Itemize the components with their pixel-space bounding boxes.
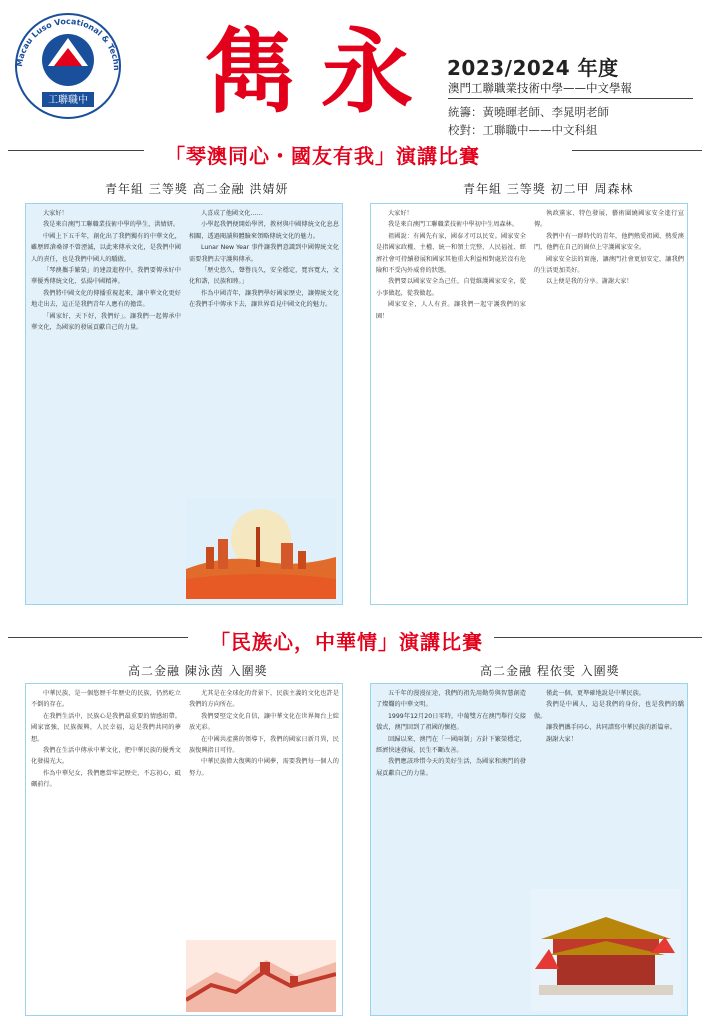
paragraph: 僅此一個，更準確地說是中華民族。 bbox=[546, 690, 645, 697]
forbidden-city-image bbox=[531, 889, 681, 1011]
paragraph: 人喜成了他國文化…… bbox=[201, 210, 263, 217]
paragraph: 我是來自澳門工聯職業技術中學的學生，洪婧妍。 bbox=[43, 221, 180, 229]
section1-left-col1 bbox=[26, 204, 186, 605]
section1-right-article bbox=[370, 203, 688, 605]
paragraph: 讓我們攜手同心，共同譜寫中華民族的新篇章。 bbox=[546, 724, 676, 732]
paragraph: 我們要堅定文化自信，讓中華文化在世界舞台上綻放光彩。 bbox=[189, 712, 339, 732]
paragraph: 作為中國青年，讓我們學好國家歷史，讓傳統文化在我們手中傳承下去，讓世界看見中國文化的魅力。 bbox=[189, 289, 339, 309]
header-divider bbox=[448, 98, 693, 99]
section1-left-article bbox=[25, 203, 343, 605]
section1-right-col1 bbox=[371, 204, 531, 605]
paragraph: Lunar New Year 事件讓我們意識到中國傳統文化需要我們去守護與傳承。 bbox=[189, 244, 339, 263]
section1-rule-right bbox=[572, 150, 702, 151]
section2-left-byline: 高二金融 陳泳茵 入圍獎 bbox=[128, 664, 268, 678]
section2-right-byline: 高二金融 程依雯 入圍獎 bbox=[480, 664, 620, 678]
proofreaders-line: 校對：工聯職中——中文科組 bbox=[448, 123, 598, 137]
paragraph: 作為中華兒女，我們應當牢記歷史，不忘初心，砥礪前行。 bbox=[31, 769, 181, 789]
paragraph: 祖國說：有國先有家，國泰才可以民安。國家安全是指國家政權、主權、統一和領土完整、人民福祉、經濟社會可持續發展和國家其他重大利益相對處於沒有危險和不受內外威脅的狀態。 bbox=[376, 232, 526, 275]
section2-rule-left bbox=[8, 637, 188, 638]
paragraph: 在我們生活中，民族心是我們最重要的情感紐帶。國家富強，民族振興，人民幸福，這是我們共同的夢想。 bbox=[31, 712, 181, 743]
paragraph: 小學起我們便開始學習，教材與中國傳統文化息息相關，透過閱讀與體驗來領略傳統文化的魅力。 bbox=[189, 221, 339, 240]
section2-rule-right bbox=[494, 637, 702, 638]
paragraph: 國家安全法的實施，讓澳門社會更加安定，讓我們的生活更加美好。 bbox=[534, 255, 684, 275]
paragraph: 我們是中國人，這是我們的身份，也是我們的驕傲。 bbox=[534, 701, 684, 720]
paragraph: 我是來自澳門工聯職業技術中學初中生周森林。 bbox=[388, 221, 518, 229]
coordinators-line: 統籌：黃曉暉老師、李晁明老師 bbox=[448, 105, 609, 119]
paragraph: 執政黨家、特色發展，藝術圍繞國家安全進行宣傳。 bbox=[534, 210, 684, 229]
section1-title: 「琴澳同心・國友有我」演講比賽 bbox=[165, 144, 480, 168]
section1-left-col2 bbox=[184, 204, 343, 502]
section2-left-article bbox=[25, 683, 343, 1016]
paragraph: 我們應該珍惜今天的美好生活，為國家和澳門的發展貢獻自己的力量。 bbox=[376, 758, 526, 777]
paragraph: 五千年的漫漫征途，我們的祖先用勤勞與智慧創造了燦爛的中華文明。 bbox=[376, 690, 526, 709]
paragraph: 我們將中國文化的傳播重視起來，讓中華文化更好地走出去，這正是我們青年人應有的擔當。 bbox=[31, 289, 181, 309]
paragraph: 國家安全，人人有責。讓我們一起守護我們的家園！ bbox=[376, 301, 526, 320]
paragraph: 中華民族，是一個悠歷千年歷史的民族，仍然屹立不倒的存在。 bbox=[31, 690, 181, 709]
paragraph: 「琴澳攜手繁榮」的建設進程中，我們要傳承好中華優秀傳統文化，弘揚中國精神。 bbox=[31, 267, 181, 286]
paragraph: 謝謝大家！ bbox=[546, 735, 577, 743]
paragraph: 尤其是在全球化的背景下，民族主義的文化也許是我們的方向所在。 bbox=[189, 690, 339, 709]
macau-cityscape-image bbox=[186, 499, 336, 599]
paragraph: 「歷史悠久，聲譽良久，安全穩定，寬容寬大，文化和諧，民族和睦。」 bbox=[189, 267, 339, 286]
paragraph: 大家好！ bbox=[43, 210, 68, 217]
academic-year: 2023/2024 年度 bbox=[447, 56, 619, 80]
section2-title: 「民族心，中華情」演講比賽 bbox=[210, 630, 483, 654]
section1-left-byline: 青年組 三等獎 高二金融 洪婧妍 bbox=[105, 182, 289, 196]
section2-right-col1 bbox=[371, 684, 531, 1016]
paragraph: 中華民族偉大復興的中國夢，需要我們每一個人的努力。 bbox=[189, 758, 339, 777]
paragraph: 我們在生活中傳承中華文化，把中華民族的優秀文化發揚光大。 bbox=[31, 747, 181, 766]
section2-right-col2 bbox=[529, 684, 688, 892]
paragraph: 「國家好，天下好，我們好」。讓我們一起傳承中華文化，為國家的發展貢獻自己的力量。 bbox=[31, 312, 181, 332]
school-logo-text: 工聯職中 bbox=[48, 95, 88, 106]
paragraph: 大家好！ bbox=[388, 210, 413, 217]
newspaper-subtitle: 澳門工聯職業技術中學——中文學報 bbox=[448, 81, 632, 95]
paragraph: 1999年12月20日零時，中葡雙方在澳門舉行交接儀式，澳門回到了祖國的懷抱。 bbox=[376, 712, 526, 732]
great-wall-image bbox=[186, 940, 336, 1012]
paragraph: 回歸以來，澳門在「一國兩制」方針下繁榮穩定，經濟快速發展，民生不斷改善。 bbox=[376, 735, 526, 755]
paragraph: 以上便是我的分享。謝謝大家！ bbox=[546, 278, 633, 286]
section1-right-byline: 青年組 三等獎 初二甲 周森林 bbox=[463, 182, 634, 196]
newspaper-title: 雋永 bbox=[205, 18, 438, 126]
section2-left-col2 bbox=[184, 684, 343, 942]
paragraph: 我們要以國家安全為己任，自覺維護國家安全，從小事做起，從我做起。 bbox=[376, 278, 526, 297]
paragraph: 我們中有一群時代的青年，他們熱愛祖國、熱愛澳門，他們在自己的崗位上守護國家安全。 bbox=[534, 232, 684, 252]
paragraph: 中國上下五千年，創化出了我們獨有的中華文化，雖歷經滄桑卻不曾湮滅，以此來傳承文化，是我們中國人的責任，也是我們中國人的驕傲。 bbox=[31, 232, 181, 263]
school-logo bbox=[8, 8, 128, 120]
section1-rule-left bbox=[8, 150, 144, 151]
section2-right-article bbox=[370, 683, 688, 1016]
section1-right-col2 bbox=[529, 204, 688, 605]
section2-left-col1 bbox=[26, 684, 186, 1016]
school-name-arc: Macau Luso Vocational & Techn bbox=[15, 16, 122, 71]
paragraph: 在中國共產黨的領導下，我們的國家日新月異，民族復興指日可待。 bbox=[189, 735, 339, 755]
